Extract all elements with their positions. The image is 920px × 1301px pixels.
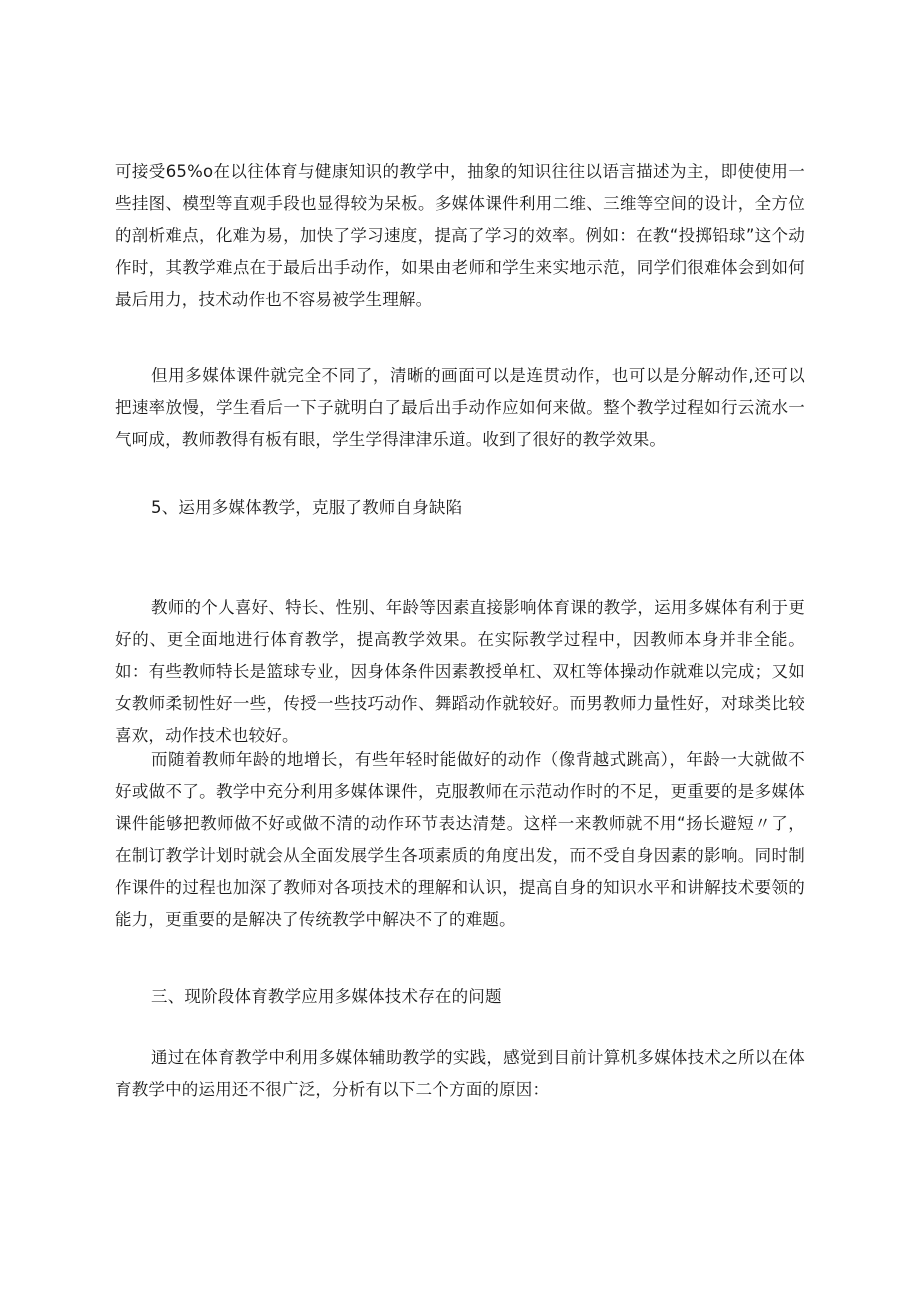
paragraph-problem-reasons: 通过在体育教学中利用多媒体辅助教学的实践，感觉到目前计算机多媒体技术之所以在体育教学中的运用还不很广泛，分析有以下二个方面的原因： — [115, 1048, 805, 1099]
section-heading-5: 5、运用多媒体教学，克服了教师自身缺陷 — [151, 498, 463, 517]
paragraph-teacher-traits: 教师的个人喜好、特长、性别、年龄等因素直接影响体育课的教学，运用多媒体有利于更好的、更全面地进行体育教学，提高教学效果。在实际教学过程中，因教师本身并非全能。如：有些教师特长是篮球专业，因身体条件因素教授单杠、双杠等体操动作就难以完成；又如女教师柔韧性好一些，传授一些技巧动作、舞蹈动作就较好。而男教师力量性好，对球类比较喜欢，动作技术也较好。 — [115, 598, 805, 745]
paragraph-shot-put-example: 可接受65%o在以往体育与健康知识的教学中，抽象的知识往往以语言描述为主，即使使用一些挂图、模型等直观手段也显得较为呆板。多媒体课件利用二维、三维等空间的设计，全方位的剖析难点，化难为易，加快了学习速度，提高了学习的效率。例如：在教“投掷铅球”这个动作时，其教学难点在于最后出手动作，如果由老师和学生来实地示范，同学们很难体会到如何最后用力，技术动作也不容易被学生理解。 — [115, 162, 805, 309]
paragraph-teacher-age: 而随着教师年龄的地增长，有些年轻时能做好的动作（像背越式跳高），年龄一大就做不好或做不了。教学中充分利用多媒体课件，克服教师在示范动作时的不足，更重要的是多媒体课件能够把教师做不好或做不清的动作环节表达清楚。这样一来教师就不用“扬长避短〃了，在制订教学计划时就会从全面发展学生各项素质的角度出发，而不受自身因素的影响。同时制作课件的过程也加深了教师对各项技术的理解和认识，提高自身的知识水平和讲解技术要领的能力，更重要的是解决了传统教学中解决不了的难题。 — [115, 750, 805, 929]
section-heading-3: 三、现阶段体育教学应用多媒体技术存在的问题 — [151, 987, 502, 1006]
paragraph-multimedia-courseware: 但用多媒体课件就完全不同了，清晰的画面可以是连贯动作，也可以是分解动作,还可以把速率放慢，学生看后一下子就明白了最后出手动作应如何来做。整个教学过程如行云流水一气呵成，教师教得有板有眼，学生学得津津乐道。收到了很好的教学效果。 — [115, 366, 805, 449]
